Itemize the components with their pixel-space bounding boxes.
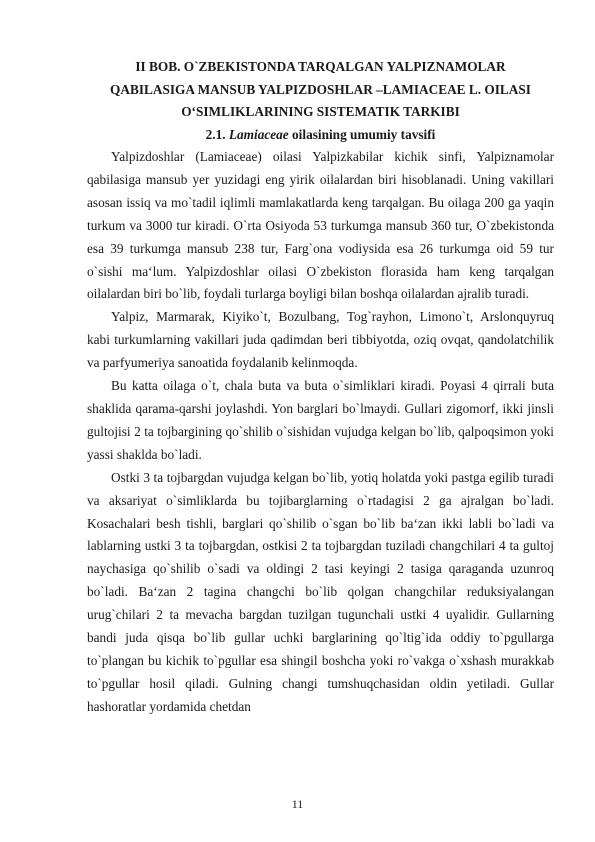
paragraph: Yalpizdoshlar (Lamiaceae) oilasi Yalpizkabilar kichik sinfi, Yalpiznamolar qabilasiga mansub yer yuzidagi eng yirik oilalardan biri hisoblanadi. Uning vakillari asosan issiq va mo`tadil iqlimli mamlakatlarda keng tarqalgan. Bu oilaga 200 ga yaqin turkum va 3000 tur kiradi. O`rta Osiyoda 53 turkumga mansub 360 tur, O`zbekistonda esa 39 turkumga mansub 238 tur, Farg`ona vodiysida esa 26 turkumga oid 59 tur o`sishi ma‘lum. Yalpizdoshlar oilasi O`zbekiston florasida ham keng tarqalgan oilalardan biri bo`lib, foydali turlarga boyligi bilan boshqa oilalardan ajralib turadi. [87, 149, 554, 302]
paragraph: Yalpiz, Marmarak, Kiyiko`t, Bozulbang, Tog`rayhon, Limono`t, Arslonquyruq kabi turkumlarning vakillari juda qadimdan beri tibbiyotda, oziq ovqat, qandolatchilik va parfyumeriya sanoatida foydalanib kelinmoqda. [87, 309, 554, 371]
chapter-title-line-3: O‘SIMLIKLARINING SISTEMATIK TARKIBI [181, 104, 460, 119]
chapter-title-line-2: QABILASIGA MANSUB YALPIZDOSHLAR –LAMIACEAE L. OILASI [110, 81, 531, 97]
section-heading [87, 124, 554, 147]
section-title-rest: oilasining umumiy tavsifi [292, 126, 436, 142]
page-number: 11 [291, 797, 304, 811]
document-page [87, 56, 554, 719]
chapter-title-line-1: II BOB. O`ZBEKISTONDA TARQALGAN YALPIZNAMOLAR [135, 59, 506, 74]
section-italic-term: Lamiaceae [228, 126, 289, 142]
paragraph: Ostki 3 ta tojbargdan vujudga kelgan bo`lib, yotiq holatda yoki pastga egilib turadi va aksariyat o`simliklarda bu tojibarglarning o`rtadagisi 2 ga ajralgan bo`ladi. Kosachalari besh tishli, barglari qo`shilib o`sgan bo`lib ba‘zan ikki labli bo`ladi va lablarning ustki 3 ta tojbargdan, ostkisi 2 ta tojbargdan tuziladi changchilari 4 ta gultoj naychasiga qo`shilib o`sadi va oldingi 2 tasi keyingi 2 tasiga qaraganda uzunroq bo`ladi. Ba‘zan 2 tagina changchi bo`lib qolgan changchilar reduksiyalangan urug`chilari 2 ta mevacha bargdan tuzilgan tugunchali ustki 4 uyalidir. Gullarning bandi juda qisqa bo`lib gullar uchki barglarining qo`ltig`ida oddiy to`pgullarga to`plangan bu kichik to`pgullar esa shingil boshcha yoki ro`vakga o`xshash murakkab to`pgullar hosil qiladi. Gulning changi tumshuqchasidan oldin yetiladi. Gullar hashoratlar yordamida chetdan [87, 469, 554, 714]
paragraph: Bu katta oilaga o`t, chala buta va buta o`simliklari kiradi. Poyasi 4 qirrali buta shaklida qarama-qarshi joylashdi. Yon barglari bo`lmaydi. Gullari zigomorf, ikki jinsli gultojisi 2 ta tojbargining qo`shilib o`sishidan vujudga kelgan bo`lib, qalpoqsimon yoki yassi shaklda bo`ladi. [87, 378, 554, 462]
section-number: 2.1. [205, 126, 226, 142]
